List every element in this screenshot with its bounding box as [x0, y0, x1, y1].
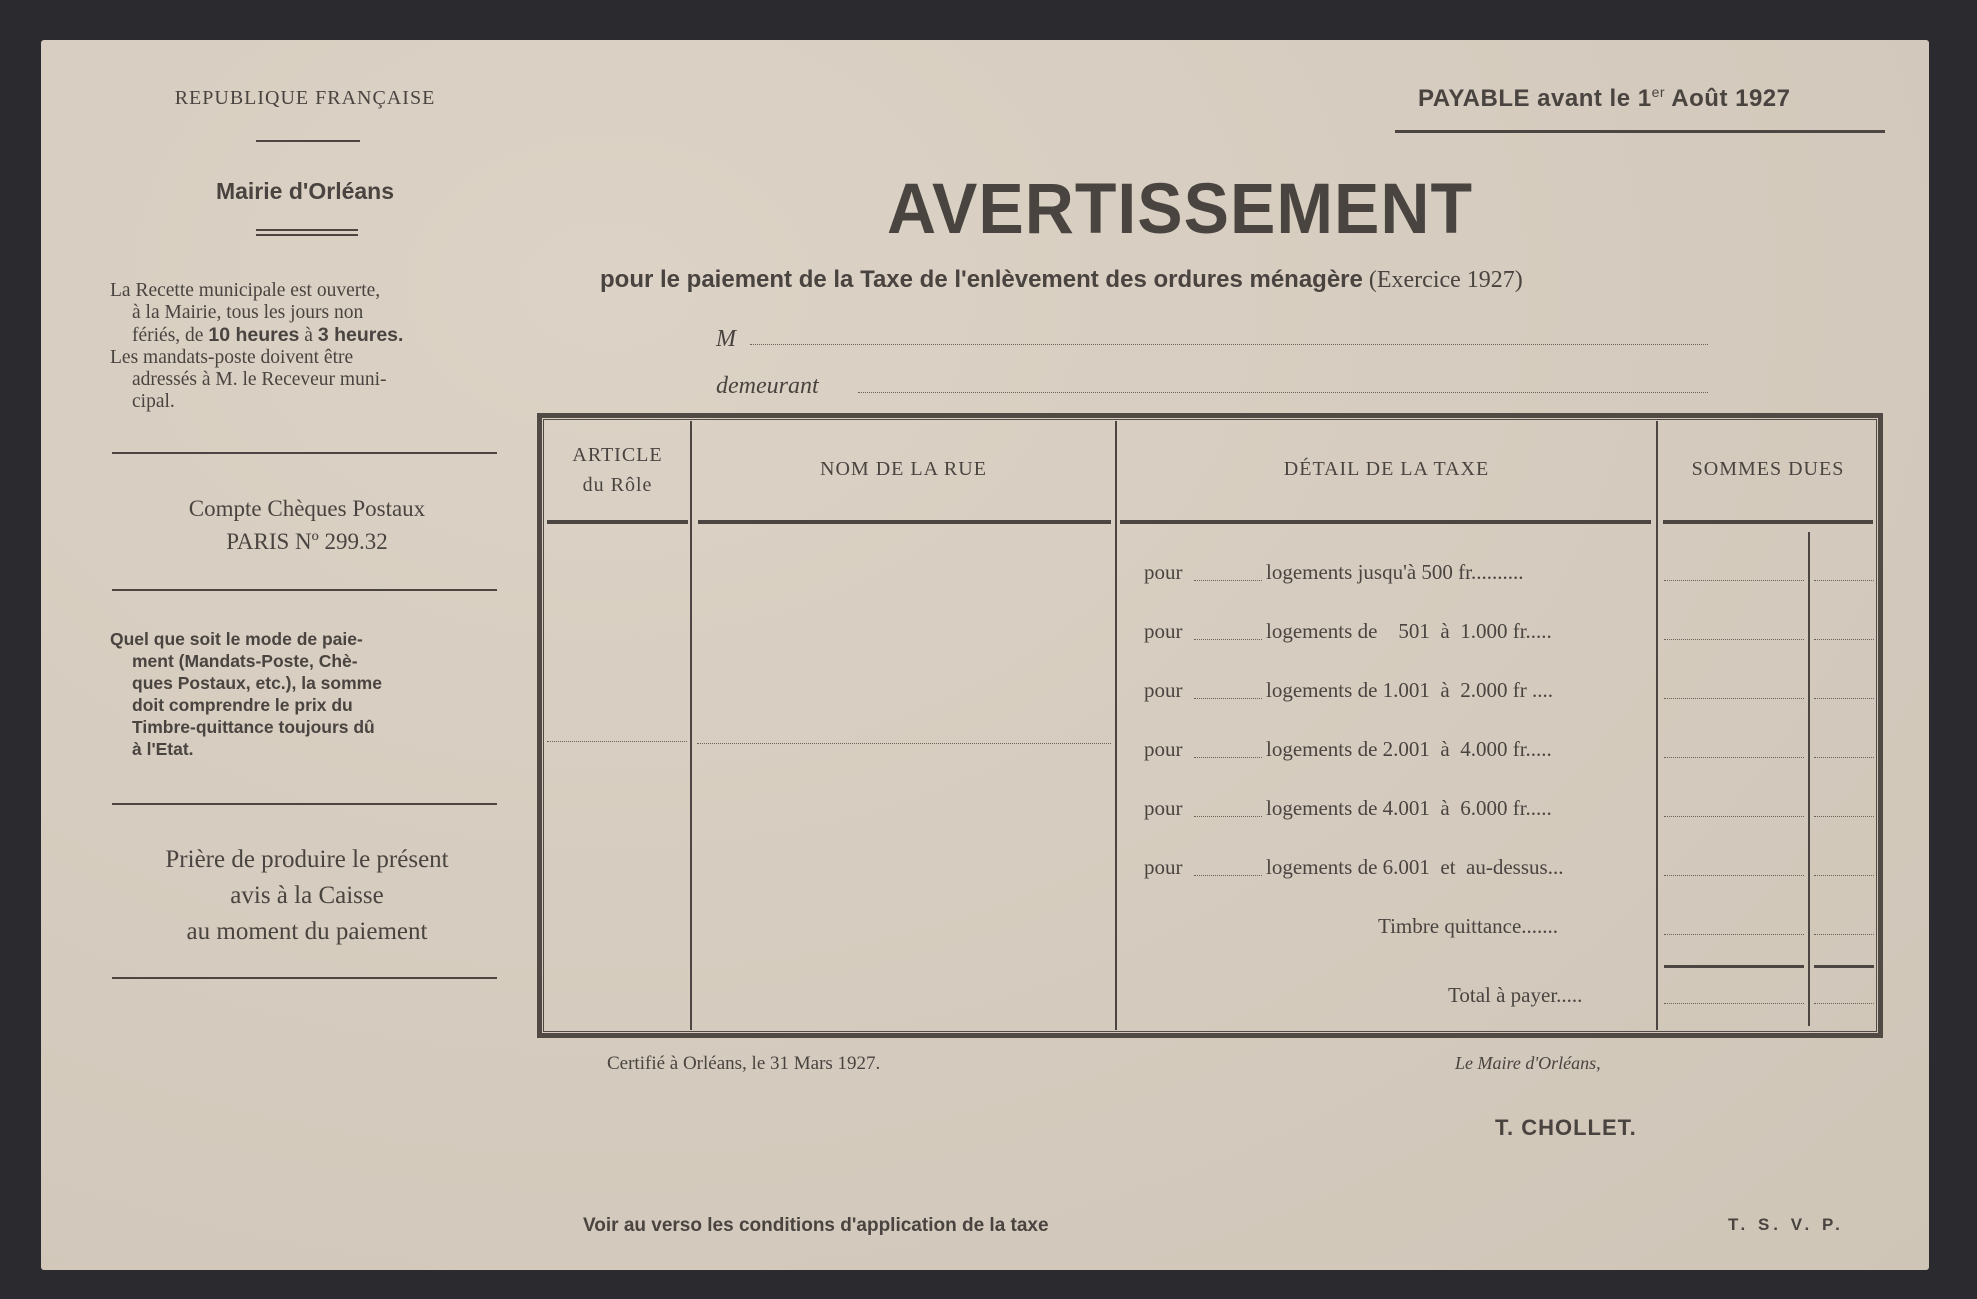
notice-line: ment (Mandats-Poste, Chè-: [132, 651, 358, 671]
pour-count-field[interactable]: [1194, 816, 1262, 817]
notice-line: à l'Etat.: [132, 739, 194, 759]
m-name-field[interactable]: [750, 344, 1708, 345]
amount-francs-field[interactable]: [1664, 639, 1804, 640]
payable-underline: [1395, 130, 1885, 133]
recette-line: fériés, de: [132, 325, 209, 346]
row-label: logements jusqu'à 500 fr..........: [1266, 560, 1524, 584]
divider: [112, 977, 497, 979]
pour-count-field[interactable]: [1194, 639, 1262, 640]
closing-hour: 3 heures.: [317, 324, 404, 346]
double-divider-top: [256, 229, 358, 231]
page-title: AVERTISSEMENT: [886, 169, 1474, 249]
sommes-subdivider: [1808, 532, 1810, 1026]
payable-date: Août 1927: [1665, 85, 1791, 112]
republique-francaise-heading: REPUBLIQUE FRANÇAISE: [174, 87, 436, 109]
pour-label: pour: [1144, 855, 1183, 879]
recette-line: cipal.: [132, 391, 175, 412]
certification-text: Certifié à Orléans, le 31 Mars 1927.: [607, 1053, 881, 1074]
total-francs-field[interactable]: [1664, 1003, 1804, 1004]
mayor-signature: T. CHOLLET.: [1495, 1115, 1637, 1140]
notice-line: doit comprendre le prix du: [132, 695, 353, 715]
pour-label: pour: [1144, 619, 1183, 643]
notice-line: Quel que soit le mode de paie-: [110, 629, 363, 649]
pour-label: pour: [1144, 737, 1183, 761]
header-article: [545, 440, 690, 500]
amount-cents-field[interactable]: [1814, 639, 1874, 640]
amount-francs-field[interactable]: [1664, 698, 1804, 699]
row-label: logements de 2.001 à 4.000 fr.....: [1266, 737, 1552, 761]
row-label: logements de 6.001 et au-dessus...: [1266, 855, 1564, 879]
payable-prefix: PAYABLE avant le 1: [1418, 85, 1652, 112]
opening-hour: 10 heures: [208, 324, 300, 346]
double-divider-bottom: [256, 234, 358, 236]
m-label: M: [716, 326, 736, 352]
pour-count-field[interactable]: [1194, 875, 1262, 876]
notice-line: Timbre-quittance toujours dû: [132, 717, 375, 737]
recette-line: Les mandats-poste doivent être: [110, 347, 354, 368]
row-label: logements de 4.001 à 6.000 fr.....: [1266, 796, 1552, 820]
compte-label: Compte Chèques Postaux: [188, 496, 426, 521]
header-bar: [698, 520, 1111, 524]
total-rule: [1814, 965, 1874, 968]
divider: [256, 140, 360, 142]
timbre-francs-field[interactable]: [1664, 934, 1804, 935]
mairie-heading: Mairie d'Orléans: [215, 178, 395, 204]
pour-count-field[interactable]: [1194, 757, 1262, 758]
column-divider: [1656, 421, 1658, 1030]
header-article-line: ARTICLE: [572, 444, 663, 466]
amount-francs-field[interactable]: [1664, 816, 1804, 817]
row-separator: [547, 741, 687, 742]
amount-cents-field[interactable]: [1814, 757, 1874, 758]
total-label: Total à payer.....: [1448, 983, 1583, 1007]
amount-cents-field[interactable]: [1814, 580, 1874, 581]
header-bar: [1663, 520, 1873, 524]
payment-mode-notice: [110, 628, 503, 760]
verso-notice: Voir au verso les conditions d'application de la taxe: [583, 1215, 1049, 1236]
recette-line: La Recette municipale est ouverte,: [110, 280, 381, 301]
payable-sup: er: [1651, 84, 1666, 100]
timbre-cents-field[interactable]: [1814, 934, 1874, 935]
pour-label: pour: [1144, 678, 1183, 702]
divider: [112, 803, 497, 805]
amount-cents-field[interactable]: [1814, 816, 1874, 817]
divider: [112, 589, 497, 591]
amount-cents-field[interactable]: [1814, 698, 1874, 699]
column-divider: [690, 421, 692, 1030]
pour-label: pour: [1144, 560, 1183, 584]
priere-line: avis à la Caisse: [230, 882, 384, 909]
priere-notice: [107, 842, 507, 950]
tax-table-inner-frame: [543, 419, 1877, 1032]
amount-cents-field[interactable]: [1814, 875, 1874, 876]
demeurant-label: demeurant: [716, 373, 819, 399]
priere-line: Prière de produire le présent: [165, 846, 449, 873]
amount-francs-field[interactable]: [1664, 757, 1804, 758]
subtitle-bold: pour le paiement de la Taxe de l'enlèvement des ordures ménagère: [600, 266, 1363, 293]
amount-francs-field[interactable]: [1664, 580, 1804, 581]
subtitle: [600, 266, 1840, 294]
header-bar: [547, 520, 688, 524]
subtitle-exercice: (Exercice 1927): [1368, 267, 1523, 293]
tsvp-notice: T. S. V. P.: [1728, 1215, 1844, 1234]
pour-count-field[interactable]: [1194, 698, 1262, 699]
header-rue: NOM DE LA RUE: [820, 458, 987, 480]
maire-title: Le Maire d'Orléans,: [1455, 1053, 1601, 1073]
header-article-line: du Rôle: [582, 474, 653, 496]
recette-line: à: [299, 325, 318, 346]
timbre-quittance-label: Timbre quittance.......: [1378, 914, 1559, 938]
pour-count-field[interactable]: [1194, 580, 1262, 581]
priere-line: au moment du paiement: [186, 918, 428, 945]
pour-label: pour: [1144, 796, 1183, 820]
total-cents-field[interactable]: [1814, 1003, 1874, 1004]
notice-line: ques Postaux, etc.), la somme: [132, 673, 382, 693]
payable-deadline: [1418, 84, 1791, 113]
recette-hours-notice: [110, 280, 503, 413]
compte-cheques-postaux: [107, 492, 507, 558]
header-sommes: SOMMES DUES: [1691, 458, 1845, 480]
recette-line: à la Mairie, tous les jours non: [132, 302, 364, 323]
row-label: logements de 501 à 1.000 fr.....: [1266, 619, 1552, 643]
row-label: logements de 1.001 à 2.000 fr ....: [1266, 678, 1553, 702]
header-detail: DÉTAIL DE LA TAXE: [1283, 458, 1490, 480]
header-bar: [1120, 520, 1651, 524]
row-separator: [697, 743, 1111, 744]
compte-number: PARIS Nº 299.32: [226, 529, 388, 554]
amount-francs-field[interactable]: [1664, 875, 1804, 876]
demeurant-address-field[interactable]: [858, 392, 1708, 393]
divider: [112, 452, 497, 454]
recette-line: adressés à M. le Receveur muni-: [132, 369, 387, 390]
total-rule: [1664, 965, 1804, 968]
column-divider: [1115, 421, 1117, 1030]
